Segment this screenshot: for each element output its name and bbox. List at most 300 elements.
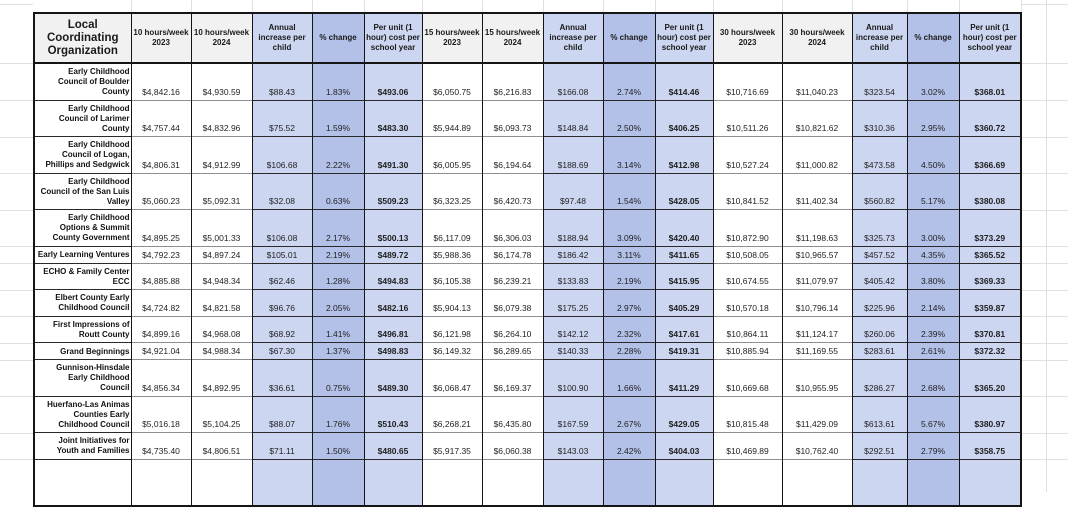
value-cell[interactable]: $482.16 <box>364 290 422 317</box>
value-cell[interactable]: $106.08 <box>252 210 312 247</box>
margin-gridline <box>0 63 33 64</box>
value-cell[interactable] <box>907 459 959 506</box>
value-cell[interactable]: $6,060.38 <box>482 433 543 460</box>
margin-gridline <box>0 433 33 434</box>
value-cell[interactable]: $6,105.38 <box>422 263 482 290</box>
value-cell[interactable]: 2.17% <box>312 210 364 247</box>
value-cell[interactable]: $167.59 <box>543 396 603 433</box>
value-cell[interactable]: $10,841.52 <box>713 173 782 210</box>
value-cell[interactable]: $380.97 <box>959 396 1021 433</box>
value-cell[interactable]: $5,001.33 <box>191 210 252 247</box>
margin-gridline <box>0 459 33 460</box>
margin-gridline <box>0 290 33 291</box>
value-cell[interactable]: 2.97% <box>603 290 655 317</box>
value-cell[interactable]: $429.05 <box>655 396 713 433</box>
value-cell[interactable]: $4,724.82 <box>131 290 191 317</box>
value-cell[interactable] <box>364 459 422 506</box>
value-cell[interactable]: $62.46 <box>252 263 312 290</box>
value-cell[interactable]: $292.51 <box>852 433 907 460</box>
value-cell[interactable] <box>603 459 655 506</box>
value-cell[interactable] <box>422 459 482 506</box>
value-cell[interactable]: $10,821.62 <box>782 100 852 137</box>
value-cell[interactable]: $188.94 <box>543 210 603 247</box>
value-cell[interactable]: $6,050.75 <box>422 63 482 100</box>
value-cell[interactable]: $10,955.95 <box>782 360 852 397</box>
value-cell[interactable]: $483.30 <box>364 100 422 137</box>
value-cell[interactable]: $11,198.63 <box>782 210 852 247</box>
table-row <box>34 100 1021 137</box>
value-cell[interactable]: $560.82 <box>852 173 907 210</box>
value-cell[interactable]: $5,060.23 <box>131 173 191 210</box>
org-name-cell[interactable]: Gunnison-Hinsdale Early Childhood Council <box>34 360 131 397</box>
value-cell[interactable]: $166.08 <box>543 63 603 100</box>
value-cell[interactable]: $420.40 <box>655 210 713 247</box>
value-cell[interactable]: $4,821.58 <box>191 290 252 317</box>
value-cell[interactable]: $10,762.40 <box>782 433 852 460</box>
org-name-cell[interactable]: Joint Initiatives for Youth and Families <box>34 433 131 460</box>
value-cell[interactable]: $5,092.31 <box>191 173 252 210</box>
value-cell[interactable]: 3.14% <box>603 137 655 174</box>
value-cell[interactable]: $404.03 <box>655 433 713 460</box>
value-cell[interactable]: $10,570.18 <box>713 290 782 317</box>
value-cell[interactable]: 1.54% <box>603 173 655 210</box>
value-cell[interactable]: $4,988.34 <box>191 343 252 360</box>
margin-gridline <box>191 0 192 12</box>
value-cell[interactable] <box>482 459 543 506</box>
value-cell[interactable]: 2.74% <box>603 63 655 100</box>
value-cell[interactable]: $6,420.73 <box>482 173 543 210</box>
value-cell[interactable]: $368.01 <box>959 63 1021 100</box>
value-cell[interactable]: $494.83 <box>364 263 422 290</box>
value-cell[interactable]: $498.83 <box>364 343 422 360</box>
value-cell[interactable]: $325.73 <box>852 210 907 247</box>
table-row <box>34 290 1021 317</box>
value-cell[interactable]: $4,885.88 <box>131 263 191 290</box>
value-cell[interactable]: $97.48 <box>543 173 603 210</box>
value-cell[interactable]: $4,892.95 <box>191 360 252 397</box>
value-cell[interactable]: $10,508.05 <box>713 246 782 263</box>
column-header[interactable]: Annual increase per child <box>543 13 603 63</box>
value-cell[interactable]: $428.05 <box>655 173 713 210</box>
margin-gridline <box>1022 433 1068 434</box>
value-cell[interactable]: 1.59% <box>312 100 364 137</box>
org-name-cell[interactable]: Early Childhood Council of Boulder County <box>34 63 131 100</box>
value-cell[interactable]: $6,174.78 <box>482 246 543 263</box>
value-cell[interactable]: $67.30 <box>252 343 312 360</box>
value-cell[interactable]: $5,904.13 <box>422 290 482 317</box>
value-cell[interactable]: $175.25 <box>543 290 603 317</box>
value-cell[interactable]: $6,239.21 <box>482 263 543 290</box>
value-cell[interactable]: 2.22% <box>312 137 364 174</box>
value-cell[interactable]: 2.79% <box>907 433 959 460</box>
value-cell[interactable]: $6,268.21 <box>422 396 482 433</box>
value-cell[interactable]: $417.61 <box>655 316 713 343</box>
margin-gridline <box>1022 4 1068 5</box>
margin-gridline <box>0 360 33 361</box>
org-name-cell[interactable]: Early Childhood Council of Larimer County <box>34 100 131 137</box>
value-cell[interactable]: $358.75 <box>959 433 1021 460</box>
value-cell[interactable]: $419.31 <box>655 343 713 360</box>
value-cell[interactable]: 4.35% <box>907 246 959 263</box>
value-cell[interactable]: $4,930.59 <box>191 63 252 100</box>
value-cell[interactable]: $366.69 <box>959 137 1021 174</box>
value-cell[interactable] <box>312 459 364 506</box>
value-cell[interactable]: $10,796.14 <box>782 290 852 317</box>
table-row <box>34 360 1021 397</box>
value-cell[interactable]: $411.65 <box>655 246 713 263</box>
value-cell[interactable]: $370.81 <box>959 316 1021 343</box>
value-cell[interactable]: $380.08 <box>959 173 1021 210</box>
value-cell[interactable]: $10,815.48 <box>713 396 782 433</box>
column-header[interactable]: 15 hours/week 2023 <box>422 13 482 63</box>
value-cell[interactable]: $100.90 <box>543 360 603 397</box>
margin-gridline <box>312 0 313 12</box>
table-row <box>34 433 1021 460</box>
value-cell[interactable]: $10,872.90 <box>713 210 782 247</box>
value-cell[interactable]: 2.61% <box>907 343 959 360</box>
column-header[interactable]: Annual increase per child <box>252 13 312 63</box>
value-cell[interactable]: $5,988.36 <box>422 246 482 263</box>
value-cell[interactable]: $260.06 <box>852 316 907 343</box>
value-cell[interactable]: $509.23 <box>364 173 422 210</box>
margin-gridline <box>1022 316 1068 317</box>
value-cell[interactable]: $5,944.89 <box>422 100 482 137</box>
table-header <box>34 13 1021 63</box>
value-cell[interactable]: $4,897.24 <box>191 246 252 263</box>
margin-gridline <box>1022 396 1068 397</box>
value-cell[interactable]: $4,735.40 <box>131 433 191 460</box>
margin-gridline <box>1022 343 1068 344</box>
value-cell[interactable]: $140.33 <box>543 343 603 360</box>
value-cell[interactable]: $142.12 <box>543 316 603 343</box>
table-row <box>34 343 1021 360</box>
value-cell[interactable]: $6,264.10 <box>482 316 543 343</box>
value-cell[interactable]: $6,435.80 <box>482 396 543 433</box>
margin-gridline <box>907 0 908 12</box>
header-row <box>34 13 1021 63</box>
value-cell[interactable]: $6,149.32 <box>422 343 482 360</box>
margin-gridline <box>1022 263 1068 264</box>
column-header[interactable]: Per unit (1 hour) cost per school year <box>959 13 1021 63</box>
value-cell[interactable]: $4,895.25 <box>131 210 191 247</box>
value-cell[interactable]: $133.83 <box>543 263 603 290</box>
value-cell[interactable]: $10,469.89 <box>713 433 782 460</box>
margin-gridline <box>1022 246 1068 247</box>
column-header[interactable]: % change <box>312 13 364 63</box>
value-cell[interactable]: $369.33 <box>959 263 1021 290</box>
value-cell[interactable]: $4,842.16 <box>131 63 191 100</box>
value-cell[interactable]: 1.83% <box>312 63 364 100</box>
margin-gridline <box>1021 0 1022 12</box>
value-cell[interactable]: 3.11% <box>603 246 655 263</box>
margin-gridline <box>0 396 33 397</box>
value-cell[interactable]: $4,757.44 <box>131 100 191 137</box>
org-column-header[interactable]: Local Coordinating Organization <box>34 13 131 63</box>
value-cell[interactable]: $283.61 <box>852 343 907 360</box>
value-cell[interactable]: $105.01 <box>252 246 312 263</box>
value-cell[interactable]: $414.46 <box>655 63 713 100</box>
value-cell[interactable]: 1.41% <box>312 316 364 343</box>
value-cell[interactable] <box>959 459 1021 506</box>
org-name-cell[interactable]: Early Childhood Options & Summit County Government <box>34 210 131 247</box>
margin-gridline <box>782 0 783 12</box>
margin-gridline <box>1022 360 1068 361</box>
value-cell[interactable]: $11,079.97 <box>782 263 852 290</box>
value-cell[interactable]: $10,716.69 <box>713 63 782 100</box>
org-name-cell[interactable]: Elbert County Early Childhood Council <box>34 290 131 317</box>
margin-gridline <box>1022 459 1068 460</box>
value-cell[interactable]: $323.54 <box>852 63 907 100</box>
value-cell[interactable]: $10,511.26 <box>713 100 782 137</box>
value-cell[interactable]: $11,040.23 <box>782 63 852 100</box>
org-name-cell[interactable]: First Impressions of Routt County <box>34 316 131 343</box>
table-row <box>34 173 1021 210</box>
margin-gridline <box>1022 100 1068 101</box>
value-cell[interactable]: $96.76 <box>252 290 312 317</box>
value-cell[interactable]: $71.11 <box>252 433 312 460</box>
value-cell[interactable]: $365.20 <box>959 360 1021 397</box>
column-header[interactable]: % change <box>603 13 655 63</box>
margin-gridline <box>603 0 604 12</box>
value-cell[interactable]: 3.80% <box>907 263 959 290</box>
value-cell[interactable]: $11,429.09 <box>782 396 852 433</box>
column-header[interactable]: % change <box>907 13 959 63</box>
value-cell[interactable] <box>655 459 713 506</box>
margin-gridline <box>1046 0 1047 492</box>
value-cell[interactable]: $143.03 <box>543 433 603 460</box>
value-cell[interactable]: $11,124.17 <box>782 316 852 343</box>
value-cell[interactable]: 4.50% <box>907 137 959 174</box>
value-cell[interactable]: $4,856.34 <box>131 360 191 397</box>
value-cell[interactable] <box>543 459 603 506</box>
value-cell[interactable]: 0.63% <box>312 173 364 210</box>
value-cell[interactable]: $10,965.57 <box>782 246 852 263</box>
value-cell[interactable]: 2.50% <box>603 100 655 137</box>
value-cell[interactable]: 2.42% <box>603 433 655 460</box>
value-cell[interactable]: 5.17% <box>907 173 959 210</box>
value-cell[interactable]: $4,948.34 <box>191 263 252 290</box>
value-cell[interactable]: $6,093.73 <box>482 100 543 137</box>
org-name-cell[interactable]: Huerfano-Las Animas Counties Early Childhood Council <box>34 396 131 433</box>
value-cell[interactable]: $5,104.25 <box>191 396 252 433</box>
value-cell[interactable]: $411.29 <box>655 360 713 397</box>
value-cell[interactable]: $36.61 <box>252 360 312 397</box>
column-header[interactable]: 30 hours/week 2024 <box>782 13 852 63</box>
value-cell[interactable]: $4,832.96 <box>191 100 252 137</box>
value-cell[interactable]: $88.07 <box>252 396 312 433</box>
value-cell[interactable]: $405.29 <box>655 290 713 317</box>
value-cell[interactable]: $6,117.09 <box>422 210 482 247</box>
value-cell[interactable]: $88.43 <box>252 63 312 100</box>
margin-gridline <box>959 0 960 12</box>
value-cell[interactable]: $4,792.23 <box>131 246 191 263</box>
org-name-cell[interactable]: Early Learning Ventures <box>34 246 131 263</box>
value-cell[interactable]: $75.52 <box>252 100 312 137</box>
value-cell[interactable]: $6,121.98 <box>422 316 482 343</box>
value-cell[interactable]: $500.13 <box>364 210 422 247</box>
value-cell[interactable]: $493.06 <box>364 63 422 100</box>
value-cell[interactable]: $6,005.95 <box>422 137 482 174</box>
value-cell[interactable]: $359.87 <box>959 290 1021 317</box>
margin-gridline <box>482 0 483 12</box>
value-cell[interactable] <box>131 459 191 506</box>
margin-gridline <box>0 173 33 174</box>
value-cell[interactable]: $406.25 <box>655 100 713 137</box>
table-body <box>34 63 1021 506</box>
value-cell[interactable]: $11,000.82 <box>782 137 852 174</box>
value-cell[interactable]: $613.61 <box>852 396 907 433</box>
value-cell[interactable]: $491.30 <box>364 137 422 174</box>
value-cell[interactable]: $6,306.03 <box>482 210 543 247</box>
margin-gridline <box>0 137 33 138</box>
value-cell[interactable]: 2.68% <box>907 360 959 397</box>
value-cell[interactable]: 5.67% <box>907 396 959 433</box>
value-cell[interactable]: $365.52 <box>959 246 1021 263</box>
value-cell[interactable]: $4,912.99 <box>191 137 252 174</box>
value-cell[interactable] <box>852 459 907 506</box>
margin-gridline <box>543 0 544 12</box>
column-header[interactable]: Per unit (1 hour) cost per school year <box>655 13 713 63</box>
column-header[interactable]: 10 hours/week 2024 <box>191 13 252 63</box>
value-cell[interactable]: $405.42 <box>852 263 907 290</box>
value-cell[interactable]: $5,016.18 <box>131 396 191 433</box>
value-cell[interactable]: $510.43 <box>364 396 422 433</box>
margin-gridline <box>0 210 33 211</box>
value-cell[interactable]: $4,921.04 <box>131 343 191 360</box>
margin-gridline <box>0 343 33 344</box>
value-cell[interactable]: $186.42 <box>543 246 603 263</box>
value-cell[interactable]: $6,169.37 <box>482 360 543 397</box>
value-cell[interactable]: $148.84 <box>543 100 603 137</box>
value-cell[interactable]: $6,079.38 <box>482 290 543 317</box>
margin-gridline <box>0 263 33 264</box>
value-cell[interactable]: 1.76% <box>312 396 364 433</box>
value-cell[interactable]: $496.81 <box>364 316 422 343</box>
value-cell[interactable]: $10,669.68 <box>713 360 782 397</box>
margin-gridline <box>0 316 33 317</box>
value-cell[interactable]: 2.32% <box>603 316 655 343</box>
margin-gridline <box>1022 290 1068 291</box>
margin-gridline <box>131 0 132 12</box>
value-cell[interactable]: 1.28% <box>312 263 364 290</box>
value-cell[interactable]: $6,068.47 <box>422 360 482 397</box>
value-cell[interactable]: $412.98 <box>655 137 713 174</box>
margin-gridline <box>0 246 33 247</box>
value-cell[interactable]: 3.09% <box>603 210 655 247</box>
value-cell[interactable]: $489.30 <box>364 360 422 397</box>
value-cell[interactable]: $6,289.65 <box>482 343 543 360</box>
value-cell[interactable]: $6,216.83 <box>482 63 543 100</box>
value-cell[interactable]: $188.69 <box>543 137 603 174</box>
value-cell[interactable]: $225.96 <box>852 290 907 317</box>
org-name-cell[interactable]: Early Childhood Council of the San Luis Valley <box>34 173 131 210</box>
value-cell[interactable]: $372.32 <box>959 343 1021 360</box>
value-cell[interactable]: 2.19% <box>312 246 364 263</box>
table-row <box>34 210 1021 247</box>
value-cell[interactable]: $360.72 <box>959 100 1021 137</box>
value-cell[interactable]: $10,864.11 <box>713 316 782 343</box>
value-cell[interactable]: 2.14% <box>907 290 959 317</box>
value-cell[interactable]: $4,899.16 <box>131 316 191 343</box>
value-cell[interactable]: $473.58 <box>852 137 907 174</box>
margin-gridline <box>1022 173 1068 174</box>
value-cell[interactable]: $6,323.25 <box>422 173 482 210</box>
value-cell[interactable]: 0.75% <box>312 360 364 397</box>
value-cell[interactable]: $11,402.34 <box>782 173 852 210</box>
column-header[interactable]: Annual increase per child <box>852 13 907 63</box>
value-cell[interactable]: 2.28% <box>603 343 655 360</box>
value-cell[interactable]: 1.37% <box>312 343 364 360</box>
value-cell[interactable]: $373.29 <box>959 210 1021 247</box>
value-cell[interactable]: 2.05% <box>312 290 364 317</box>
value-cell[interactable]: $68.92 <box>252 316 312 343</box>
value-cell[interactable]: $10,527.24 <box>713 137 782 174</box>
column-header[interactable]: 10 hours/week 2023 <box>131 13 191 63</box>
table-row <box>34 459 1021 506</box>
margin-gridline <box>713 0 714 12</box>
column-header[interactable]: 30 hours/week 2023 <box>713 13 782 63</box>
column-header[interactable]: 15 hours/week 2024 <box>482 13 543 63</box>
value-cell[interactable] <box>713 459 782 506</box>
value-cell[interactable]: $286.27 <box>852 360 907 397</box>
margin-gridline <box>364 0 365 12</box>
value-cell[interactable]: $457.52 <box>852 246 907 263</box>
margin-gridline <box>252 0 253 12</box>
org-name-cell[interactable]: ECHO & Family Center ECC <box>34 263 131 290</box>
org-name-cell[interactable]: Grand Beginnings <box>34 343 131 360</box>
value-cell[interactable]: 1.50% <box>312 433 364 460</box>
value-cell[interactable]: $4,806.31 <box>131 137 191 174</box>
value-cell[interactable]: $106.68 <box>252 137 312 174</box>
value-cell[interactable]: $10,674.55 <box>713 263 782 290</box>
margin-gridline <box>0 4 33 5</box>
value-cell[interactable]: 1.66% <box>603 360 655 397</box>
value-cell[interactable]: $4,806.51 <box>191 433 252 460</box>
margin-gridline <box>0 100 33 101</box>
value-cell[interactable]: $10,885.94 <box>713 343 782 360</box>
value-cell[interactable] <box>252 459 312 506</box>
value-cell[interactable]: 3.02% <box>907 63 959 100</box>
value-cell[interactable]: $480.65 <box>364 433 422 460</box>
value-cell[interactable]: $11,169.55 <box>782 343 852 360</box>
margin-gridline <box>852 0 853 12</box>
value-cell[interactable]: $489.72 <box>364 246 422 263</box>
value-cell[interactable]: $4,968.08 <box>191 316 252 343</box>
value-cell[interactable]: $6,194.64 <box>482 137 543 174</box>
value-cell[interactable]: $415.95 <box>655 263 713 290</box>
org-name-cell[interactable] <box>34 459 131 506</box>
column-header[interactable]: Per unit (1 hour) cost per school year <box>364 13 422 63</box>
cost-comparison-table <box>33 12 1022 507</box>
value-cell[interactable]: 2.67% <box>603 396 655 433</box>
value-cell[interactable]: $32.08 <box>252 173 312 210</box>
table-row <box>34 316 1021 343</box>
value-cell[interactable]: $310.36 <box>852 100 907 137</box>
value-cell[interactable] <box>782 459 852 506</box>
value-cell[interactable]: 2.95% <box>907 100 959 137</box>
table-row <box>34 63 1021 100</box>
value-cell[interactable]: 2.39% <box>907 316 959 343</box>
table-row <box>34 137 1021 174</box>
margin-gridline <box>655 0 656 12</box>
value-cell[interactable]: 2.19% <box>603 263 655 290</box>
org-name-cell[interactable]: Early Childhood Council of Logan, Phillips and Sedgwick <box>34 137 131 174</box>
value-cell[interactable] <box>191 459 252 506</box>
value-cell[interactable]: 3.00% <box>907 210 959 247</box>
margin-gridline <box>1022 210 1068 211</box>
margin-gridline <box>422 0 423 12</box>
value-cell[interactable]: $5,917.35 <box>422 433 482 460</box>
